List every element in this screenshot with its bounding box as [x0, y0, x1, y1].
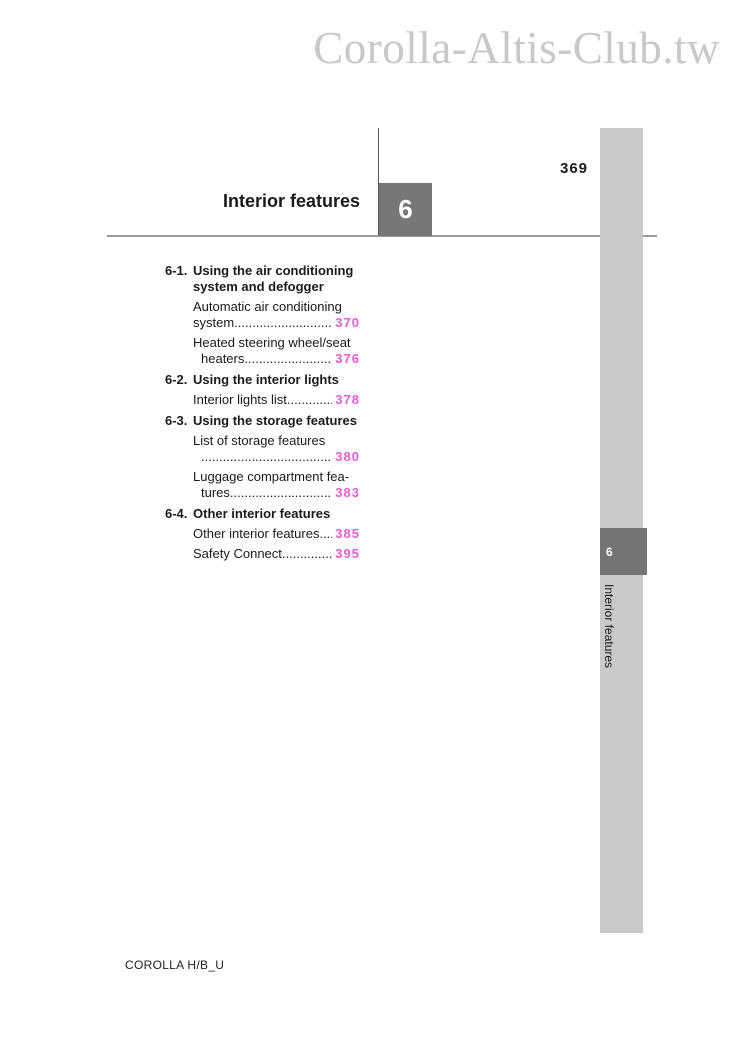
toc-section-title: Other interior features — [193, 506, 331, 521]
toc-page-link[interactable]: 383 — [335, 485, 360, 500]
side-tab-chapter-marker[interactable]: 6 — [600, 528, 647, 575]
toc-entry[interactable] — [193, 335, 360, 367]
toc-entry-title: Safety Connect — [193, 546, 282, 561]
toc-section-heading[interactable] — [165, 263, 360, 295]
toc-entry-title-continued: tures — [201, 485, 230, 500]
footer-model-code: COROLLA H/B_U — [125, 958, 225, 972]
dot-leader — [230, 485, 332, 501]
page-number: 369 — [560, 160, 589, 177]
toc-entry-line — [193, 433, 360, 449]
toc-entry[interactable] — [193, 469, 360, 501]
dot-leader — [287, 392, 332, 408]
toc-entry[interactable] — [193, 526, 360, 542]
toc-entry-line — [193, 335, 360, 351]
toc-section-heading[interactable] — [165, 413, 360, 429]
dot-leader — [234, 315, 332, 331]
toc-entry-line — [193, 351, 360, 367]
toc-entry-line — [193, 546, 360, 562]
section-title: Interior features — [222, 191, 360, 211]
toc-section-title: Using the air conditioning system and defogger — [193, 263, 354, 294]
toc-entry-line — [193, 299, 360, 315]
toc-entry-title: List of storage features — [193, 433, 326, 448]
chapter-number-box: 6 — [379, 183, 432, 236]
toc-entry-title: Automatic air conditioning — [193, 299, 342, 314]
toc-entry-line — [193, 315, 360, 331]
toc-page-link[interactable]: 380 — [335, 449, 360, 464]
toc-entry-title: Luggage compartment fea- — [193, 469, 350, 484]
table-of-contents — [165, 263, 360, 562]
toc-entry-line — [193, 449, 360, 465]
toc-page-link[interactable]: 395 — [335, 546, 360, 561]
toc-page-link[interactable]: 378 — [335, 392, 360, 407]
toc-entry-title: Interior lights list — [193, 392, 287, 407]
side-tab-label: Interior features — [602, 584, 616, 669]
toc-section-number: 6-3. — [165, 413, 188, 428]
dot-leader — [244, 351, 332, 367]
watermark: Corolla-Altis-Club.tw — [313, 23, 720, 73]
toc-entry[interactable] — [193, 433, 360, 465]
toc-section-number: 6-1. — [165, 263, 188, 278]
dot-leader — [319, 526, 332, 542]
toc-entry-title: Heated steering wheel/seat — [193, 335, 351, 350]
toc-entry[interactable] — [193, 546, 360, 562]
toc-page-link[interactable]: 376 — [335, 351, 360, 366]
toc-page-link[interactable]: 385 — [335, 526, 360, 541]
toc-entry[interactable] — [193, 392, 360, 408]
toc-entry-title: Other interior features — [193, 526, 320, 541]
toc-section-number: 6-2. — [165, 372, 188, 387]
toc-section-heading[interactable] — [165, 372, 360, 388]
toc-section-number: 6-4. — [165, 506, 188, 521]
toc-entry-line — [193, 526, 360, 542]
toc-section-heading[interactable] — [165, 506, 360, 522]
toc-entry-title-continued: system — [193, 315, 235, 330]
toc-section-title: Using the interior lights — [193, 372, 339, 387]
toc-section-title: Using the storage features — [193, 413, 357, 428]
toc-entry[interactable] — [193, 299, 360, 331]
toc-entry-line — [193, 485, 360, 501]
dot-leader — [282, 546, 332, 562]
toc-entry-title-continued: heaters — [201, 351, 245, 366]
toc-entry-line — [193, 392, 360, 408]
toc-entry-line — [193, 469, 360, 485]
dot-leader — [201, 449, 332, 465]
toc-page-link[interactable]: 370 — [335, 315, 360, 330]
